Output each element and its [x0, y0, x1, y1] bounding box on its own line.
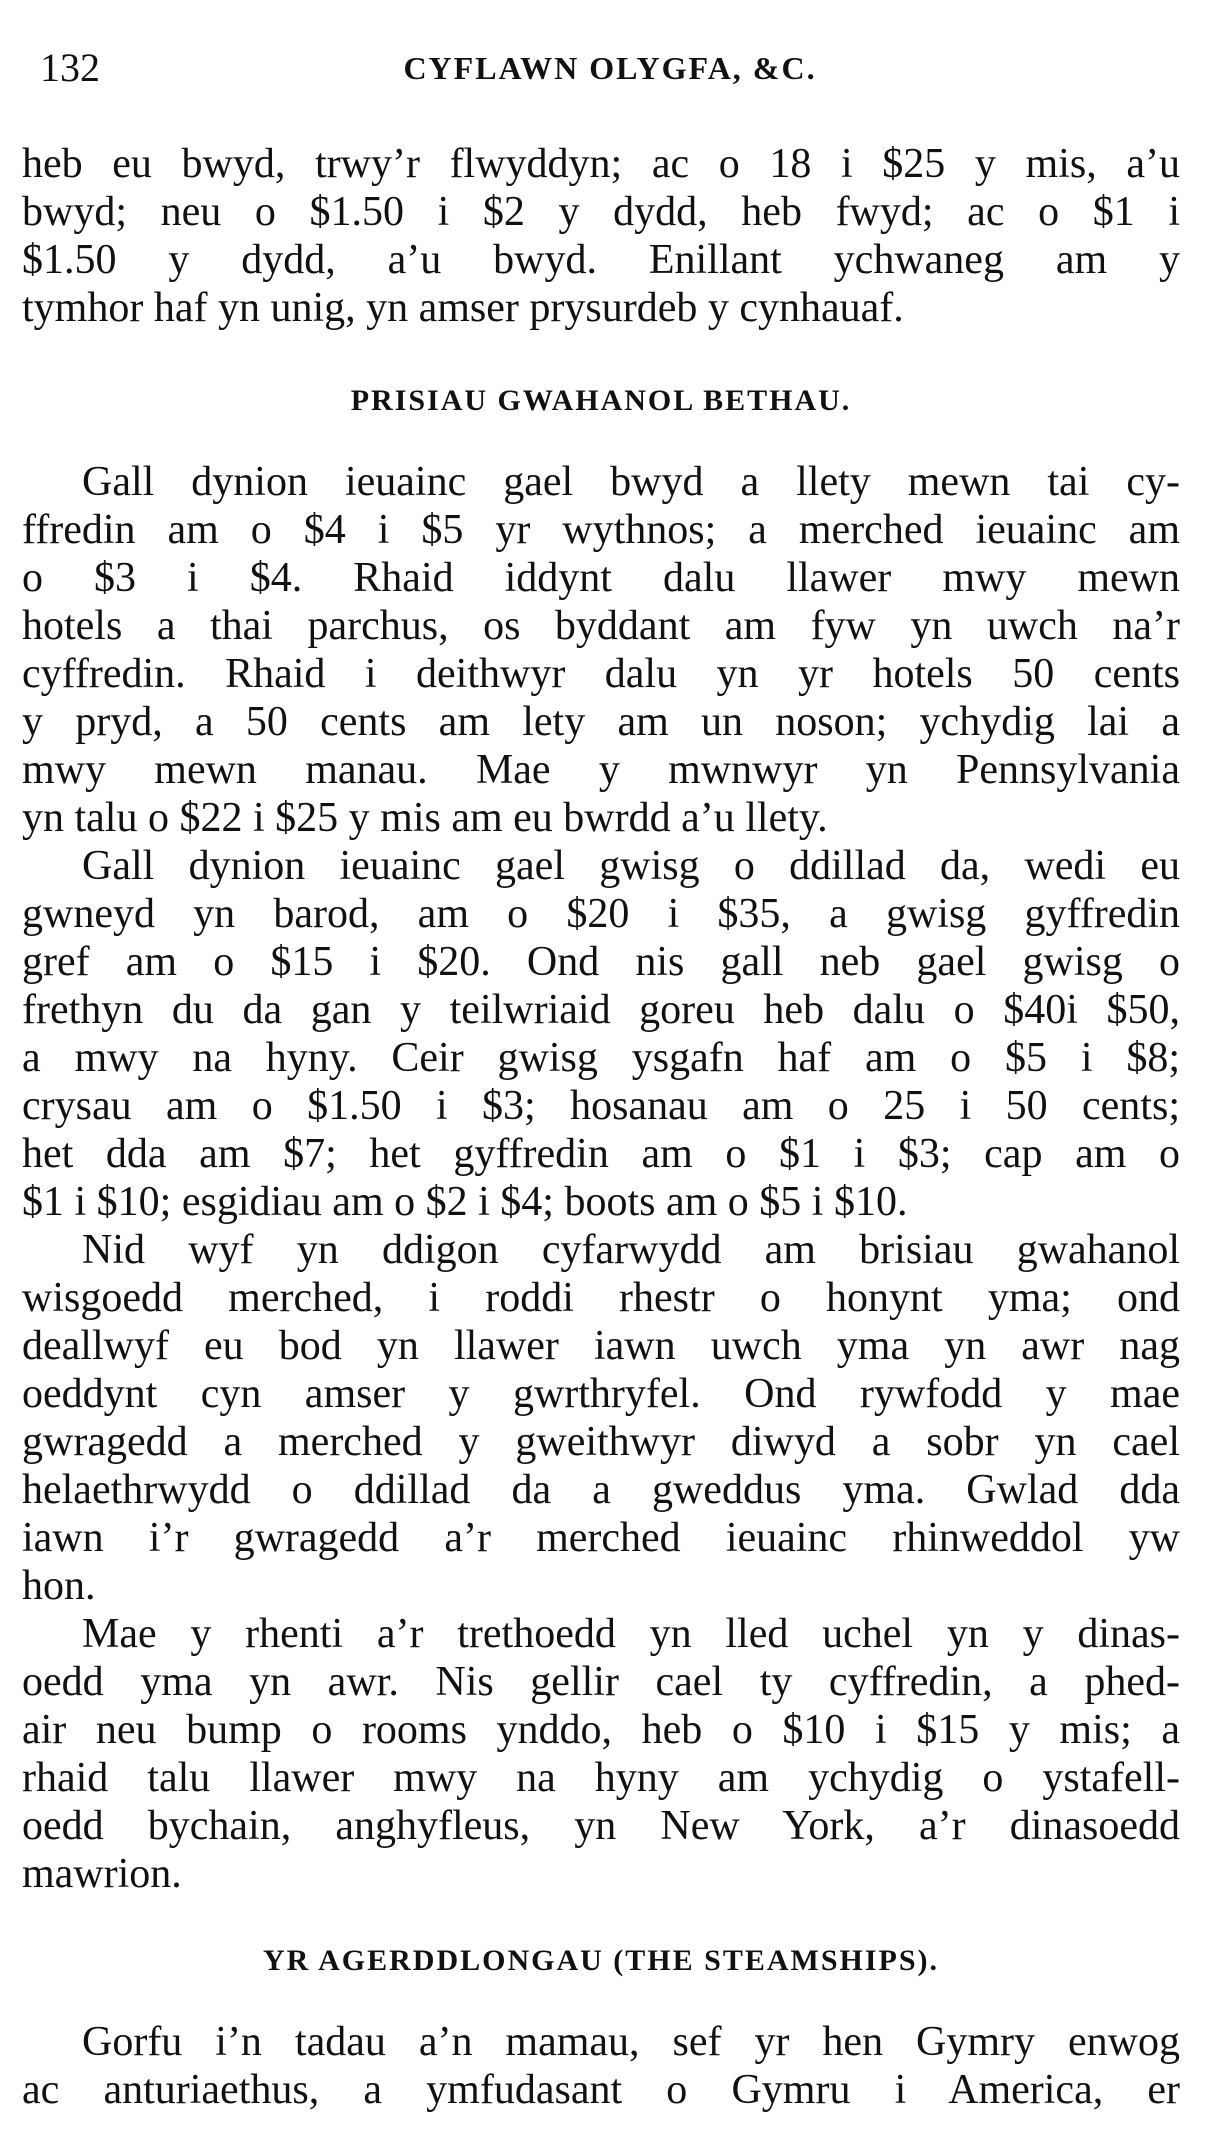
text-line: $1.50 y dydd, a’u bwyd. Enillant ychwaneg am y — [22, 237, 1180, 283]
text-line: iawn i’r gwragedd a’r merched ieuainc rhinweddol yw — [22, 1515, 1180, 1561]
text-line: oeddynt cyn amser y gwrthryfel. Ond rywfodd y mae — [22, 1371, 1180, 1417]
text-line: ac anturiaethus, a ymfudasant o Gymru i America, er — [22, 2067, 1180, 2113]
text-line: tymhor haf yn unig, yn amser prysurdeb y cynhauaf. — [22, 285, 904, 331]
section-heading: PRISIAU GWAHANOL BETHAU. — [350, 384, 852, 417]
page-number: 132 — [40, 45, 100, 90]
text-line: air neu bump o rooms ynddo, heb o $10 i $15 y mis; a — [22, 1707, 1180, 1753]
text-line: mwy mewn manau. Mae y mwnwyr yn Pennsylvania — [22, 747, 1180, 793]
text-line: yn talu o $22 i $25 y mis am eu bwrdd a’u llety. — [22, 795, 828, 841]
text-line: gref am o $15 i $20. Ond nis gall neb gael gwisg o — [22, 939, 1180, 985]
text-line: o $3 i $4. Rhaid iddynt dalu llawer mwy mewn — [22, 555, 1180, 601]
text-line: ffredin am o $4 i $5 yr wythnos; a merched ieuainc am — [22, 507, 1180, 553]
text-line: Mae y rhenti a’r trethoedd yn lled uchel yn y dinas- — [82, 1611, 1180, 1657]
text-line: cyffredin. Rhaid i deithwyr dalu yn yr hotels 50 cents — [22, 651, 1180, 697]
running-head: CYFLAWN OLYGFA, &C. — [403, 50, 817, 86]
text-line: deallwyf eu bod yn llawer iawn uwch yma yn awr nag — [22, 1323, 1180, 1369]
text-line: oedd yma yn awr. Nis gellir cael ty cyffredin, a phed- — [22, 1659, 1180, 1705]
text-line: hon. — [22, 1563, 96, 1609]
page-header — [40, 38, 1180, 98]
text-line: frethyn du da gan y teilwriaid goreu heb dalu o $40i $50, — [22, 987, 1180, 1033]
section-heading: YR AGERDDLONGAU (THE STEAMSHIPS). — [262, 1944, 940, 1977]
text-line: y pryd, a 50 cents am lety am un noson; ychydig lai a — [22, 699, 1180, 745]
text-line: Nid wyf yn ddigon cyfarwydd am brisiau gwahanol — [82, 1227, 1180, 1273]
text-line: oedd bychain, anghyfleus, yn New York, a’r dinasoedd — [22, 1803, 1180, 1849]
text-line: rhaid talu llawer mwy na hyny am ychydig o ystafell- — [22, 1755, 1180, 1801]
text-line: Gall dynion ieuainc gael gwisg o ddillad da, wedi eu — [82, 843, 1180, 889]
text-line: a mwy na hyny. Ceir gwisg ysgafn haf am o $5 i $8; — [22, 1035, 1180, 1081]
text-line: crysau am o $1.50 i $3; hosanau am o 25 i 50 cents; — [22, 1083, 1180, 1129]
text-line: heb eu bwyd, trwy’r flwyddyn; ac o 18 i $25 y mis, a’u — [22, 141, 1180, 187]
text-line: mawrion. — [22, 1851, 182, 1897]
text-line: helaethrwydd o ddillad da a gweddus yma. Gwlad dda — [22, 1467, 1180, 1513]
text-line: wisgoedd merched, i roddi rhestr o honynt yma; ond — [22, 1275, 1180, 1321]
text-line: gwragedd a merched y gweithwyr diwyd a sobr yn cael — [22, 1419, 1180, 1465]
text-line: gwneyd yn barod, am o $20 i $35, a gwisg gyffredin — [22, 891, 1180, 937]
text-line: het dda am $7; het gyffredin am o $1 i $3; cap am o — [22, 1131, 1180, 1177]
text-line: $1 i $10; esgidiau am o $2 i $4; boots am o $5 i $10. — [22, 1179, 908, 1225]
text-line: bwyd; neu o $1.50 i $2 y dydd, heb fwyd; ac o $1 i — [22, 189, 1180, 235]
text-line: Gorfu i’n tadau a’n mamau, sef yr hen Gymry enwog — [82, 2019, 1180, 2065]
text-line: hotels a thai parchus, os byddant am fyw yn uwch na’r — [22, 603, 1180, 649]
text-line: Gall dynion ieuainc gael bwyd a llety mewn tai cy- — [82, 459, 1180, 505]
